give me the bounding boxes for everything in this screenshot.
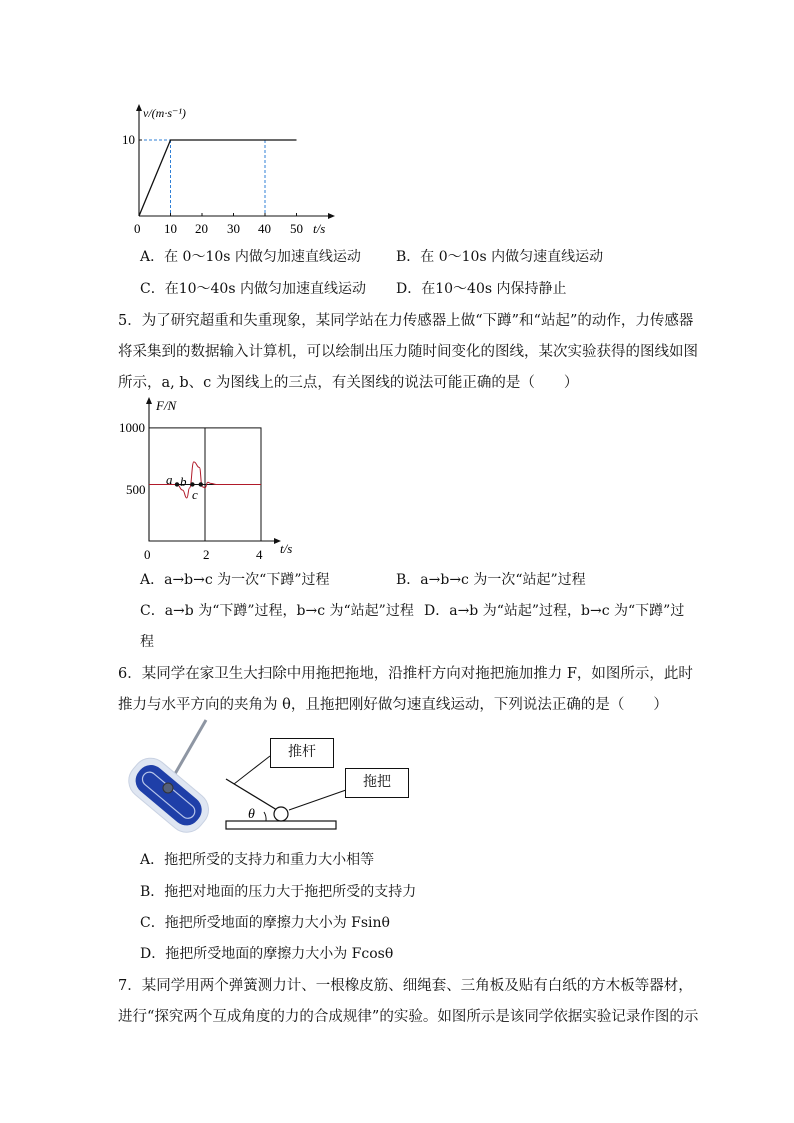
vt-xtick: 40 (258, 221, 271, 236)
pole-label: 推杆 (288, 744, 316, 760)
vt-xtick: 50 (290, 221, 303, 236)
q5-option-a: A．a→b→c 为一次“下蹲”过程 (140, 572, 330, 588)
q5-option-d-continued: 程 (140, 634, 154, 650)
mop-label: 拖把 (363, 774, 391, 790)
force-time-chart (110, 392, 310, 562)
ft-ytick-1000: 1000 (119, 420, 145, 435)
q4-option-c: C．在10～40s 内做匀加速直线运动 (140, 281, 366, 297)
vt-ytick-10: 10 (122, 132, 135, 147)
vt-x-arrow (328, 213, 335, 219)
q6-stem-line1: 6．某同学在家卫生大扫除中用拖把拖地，沿推杆方向对拖把施加推力 F，如图所示，此时 (118, 666, 693, 682)
vt-xtick: 10 (164, 221, 177, 236)
q5-stem-line1: 5．为了研究超重和失重现象，某同学站在力传感器上做“下蹲”和“站起”的动作，力传感器 (118, 313, 694, 329)
q6-option-d: D．拖把所受地面的摩擦力大小为 Fcosθ (140, 946, 394, 962)
ft-ytick-500: 500 (126, 482, 146, 497)
q5-stem-line2: 将采集到的数据输入计算机，可以绘制出压力随时间变化的图线，某次实验获得的图线如图 (118, 344, 698, 360)
ft-xtick-0: 0 (144, 547, 151, 562)
q5-stem-line3: 所示，a, b、c 为图线上的三点，有关图线的说法可能正确的是（ ） (118, 375, 579, 391)
vt-xtick: 20 (195, 221, 208, 236)
ft-point-a (175, 482, 179, 486)
vt-origin: 0 (134, 221, 141, 236)
mop-label-box (345, 768, 409, 798)
q5-option-c: C．a→b 为“下蹲”过程，b→c 为“站起”过程 (140, 603, 414, 619)
ft-point-label-a: a (166, 472, 173, 487)
q4-option-b: B．在 0～10s 内做匀速直线运动 (396, 249, 604, 265)
ft-point-c (199, 482, 203, 486)
ft-y-arrow (146, 397, 152, 404)
ft-xlabel: t/s (280, 541, 293, 556)
pole-label-box (270, 738, 334, 768)
ft-xtick-4: 4 (256, 547, 263, 562)
velocity-time-chart (122, 100, 345, 240)
angle-theta-label: θ (248, 807, 255, 822)
ft-point-label-b: b (180, 474, 187, 489)
q5-option-b: B．a→b→c 为一次“站起”过程 (396, 572, 586, 588)
vt-y-arrow (136, 104, 142, 111)
q4-option-a: A．在 0～10s 内做匀加速直线运动 (140, 249, 361, 265)
ft-point-b (190, 482, 194, 486)
vt-xtick: 30 (227, 221, 240, 236)
q6-option-a: A．拖把所受的支持力和重力大小相等 (140, 852, 375, 868)
vt-series-line (139, 140, 297, 216)
ft-ylabel: F/N (156, 398, 177, 413)
q7-stem-line1: 7．某同学用两个弹簧测力计、一根橡皮筋、细绳套、三角板及贴有白纸的方木板等器材， (118, 978, 693, 994)
q6-stem-line2: 推力与水平方向的夹角为 θ，且拖把刚好做匀速直线运动，下列说法正确的是（ ） (118, 697, 668, 713)
ft-point-label-c: c (192, 487, 198, 502)
q5-option-d: D．a→b 为“站起”过程，b→c 为“下蹲”过 (424, 603, 685, 619)
q6-option-b: B．拖把对地面的压力大于拖把所受的支持力 (140, 884, 417, 900)
ft-xtick-2: 2 (203, 547, 210, 562)
vt-ylabel: v/(m·s⁻¹) (143, 106, 186, 120)
vt-xlabel: t/s (313, 221, 326, 236)
mop-illustration (118, 718, 218, 843)
q6-option-c: C．拖把所受地面的摩擦力大小为 Fsinθ (140, 915, 390, 931)
q4-option-d: D．在10～40s 内保持静止 (396, 281, 567, 297)
q7-stem-line2: 进行“探究两个互成角度的力的合成规律”的实验。如图所示是该同学依据实验记录作图的示 (118, 1009, 699, 1025)
